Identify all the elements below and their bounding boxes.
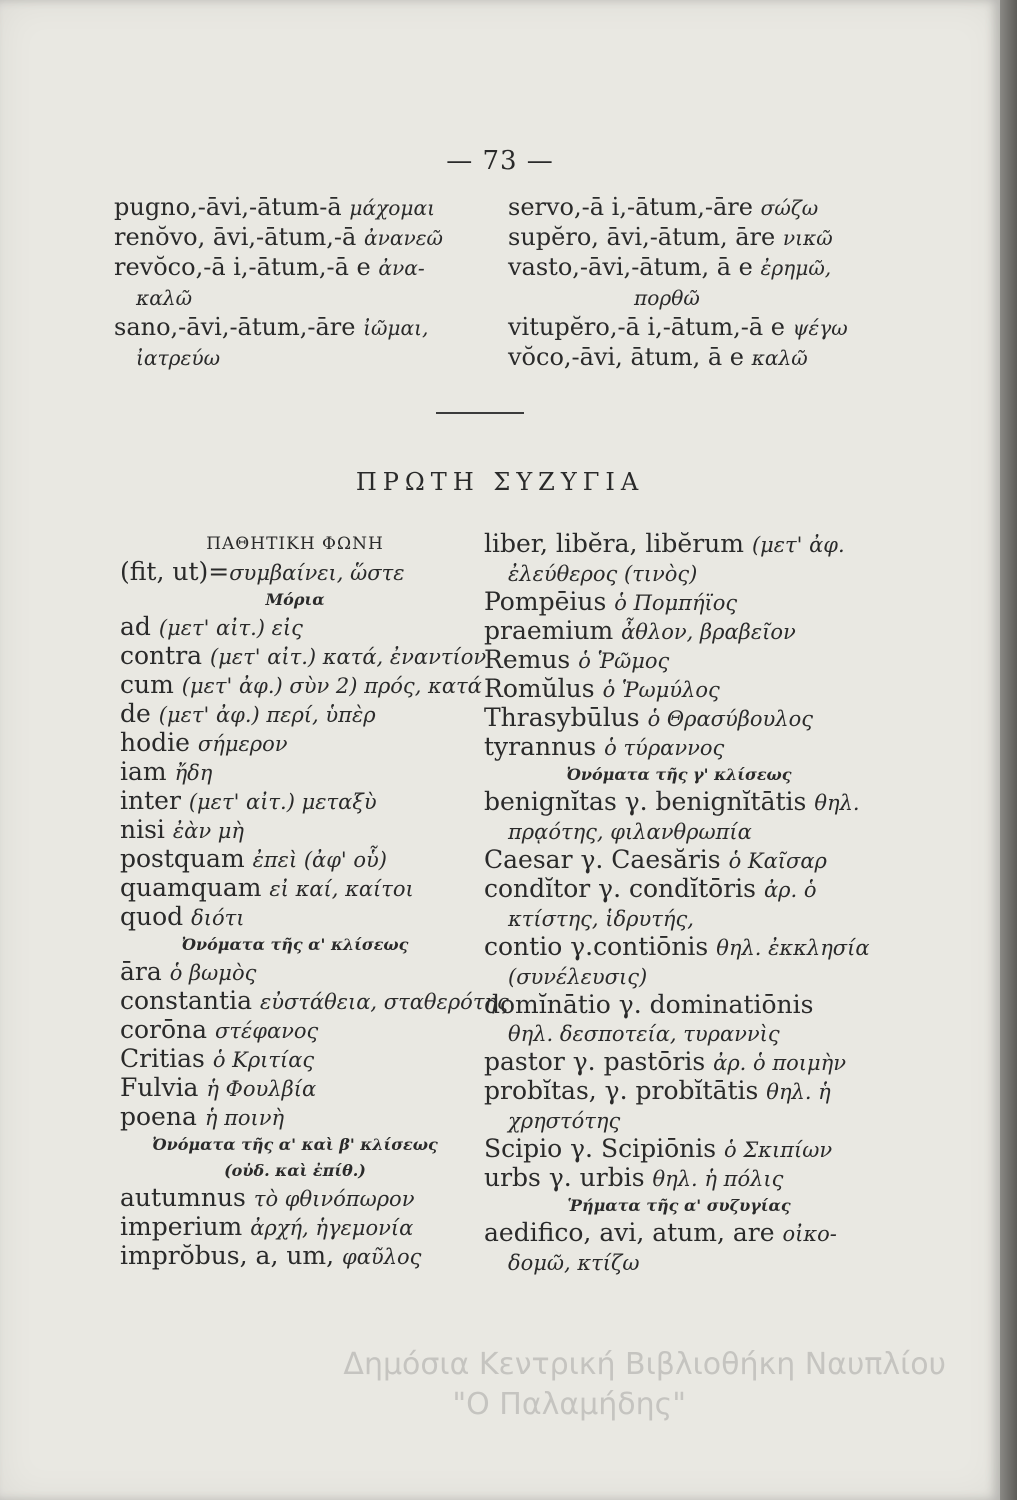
noun-entry-continuation: (συνέλευσις) (508, 965, 648, 989)
vocab-entry: supĕro, āvi,-ātum, āre νικῶ (508, 223, 833, 251)
noun-entry: urbs γ. urbis θηλ. ἡ πόλις (484, 1163, 784, 1192)
noun-entry: corōna στέφανος (120, 1015, 319, 1044)
vocab-entry-continuation: πορθῶ (634, 286, 700, 310)
noun-entry-continuation: ἐλεύθερος (τινὸς) (508, 562, 698, 586)
noun-entry-continuation: χρηστότης (508, 1109, 621, 1133)
noun-entry: constantia εὐστάθεια, σταθερότης (120, 986, 509, 1015)
page-edge-shadow (1000, 0, 1017, 1500)
noun-entry-continuation: κτίστης, ἱδρυτής, (508, 907, 694, 931)
noun-entry: domĭnātio γ. dominatiōnis (484, 990, 814, 1019)
noun-entry: probĭtas, γ. probĭtātis θηλ. ἡ (484, 1076, 831, 1105)
noun-entry: imprŏbus, a, um, φαῦλος (120, 1241, 422, 1270)
particle-entry: hodie σήμερον (120, 728, 288, 757)
particle-entry: nisi ἐὰν μὴ (120, 815, 244, 844)
noun-entry: Thrasybūlus ὁ Θρασύβουλος (484, 703, 814, 732)
particle-entry: quamquam εἰ καί, καίτοι (120, 873, 414, 902)
particle-entry: de (μετ' ἀφ.) περί, ὑπὲρ (120, 699, 376, 728)
noun-entry: autumnus τὸ φθινόπωρον (120, 1183, 415, 1212)
noun-entry: pastor γ. pastōris ἀρ. ὁ ποιμὴν (484, 1047, 847, 1076)
particle-entry: inter (μετ' αἰτ.) μεταξὺ (120, 786, 377, 815)
right-column (484, 530, 874, 1277)
noun-entry: tyrannus ὁ τύραννος (484, 732, 725, 761)
noun-entry: Fulvia ἡ Φουλβία (120, 1073, 317, 1102)
noun-entry: benignĭtas γ. benignĭtātis θηλ. (484, 787, 860, 816)
vocab-entry: revŏco,-ā i,-ātum,-ā e ἀνα- (114, 253, 425, 281)
verb-entry: aedifico, avi, atum, are οἰκο- (484, 1218, 837, 1247)
section-divider (436, 412, 524, 414)
left-column (120, 530, 509, 1271)
particle-entry: iam ἤδη (120, 757, 213, 786)
third-declension-header: Ὀνόματα τῆς γ' κλίσεως (566, 765, 792, 784)
noun-entry: praemium ἆθλον, βραβεῖον (484, 616, 796, 645)
noun-entry: contio γ.contiōnis θηλ. ἐκκλησία (484, 932, 870, 961)
top-left-vocabulary (114, 193, 494, 373)
vocab-entry: vitupĕro,-ā i,-ātum,-ā e ψέγω (508, 313, 848, 341)
library-watermark: Δημόσια Κεντρική Βιβλιοθήκη Ναυπλίου "Ο Παλαμήδης" (343, 1347, 946, 1422)
noun-entry-continuation: πρᾳότης, φιλανθρωπία (508, 820, 752, 844)
page-number: — 73 — (446, 146, 554, 176)
first-conjugation-header: Ῥήματα τῆς α' συζυγίας (567, 1196, 791, 1215)
fit-ut-line: (fit, ut)=συμβαίνει, ὥστε (120, 557, 405, 586)
vocab-entry: sano,-āvi,-ātum,-āre ἰῶμαι, (114, 313, 429, 341)
particle-entry: quod διότι (120, 902, 245, 931)
particle-entry: contra (μετ' αἰτ.) κατά, ἐναντίον (120, 641, 487, 670)
vocab-entry-continuation: ἰατρεύω (136, 346, 221, 370)
vocab-entry: vasto,-āvi,-ātum, ā e ἐρημῶ, (508, 253, 832, 281)
section-title: ΠΡΩΤΗ ΣΥΖΥΓΙΑ (355, 468, 645, 496)
vocab-entry-continuation: καλῶ (136, 286, 193, 310)
noun-entry: Remus ὁ Ῥῶμος (484, 645, 670, 674)
noun-entry: Romŭlus ὁ Ῥωμύλος (484, 674, 720, 703)
first-second-declension-header: Ὀνόματα τῆς α' καὶ β' κλίσεως (152, 1135, 438, 1154)
noun-entry: condĭtor γ. condĭtōris ἀρ. ὁ (484, 874, 817, 903)
vocab-entry: pugno,-āvi,-ātum-ā μάχομαι (114, 193, 436, 221)
noun-entry: poena ἡ ποινὴ (120, 1102, 285, 1131)
vocab-entry: servo,-ā i,-ātum,-āre σώζω (508, 193, 819, 221)
particles-header: Μόρια (265, 590, 325, 609)
vocab-entry: vŏco,-āvi, ātum, ā e καλῶ (508, 343, 808, 371)
noun-entry: liber, libĕra, libĕrum (μετ' ἀφ. (484, 529, 845, 558)
particle-entry: ad (μετ' αἰτ.) εἰς (120, 612, 303, 641)
vocab-entry: renŏvo, āvi,-ātum,-ā ἀνανεῶ (114, 223, 443, 251)
top-right-vocabulary (508, 193, 908, 373)
verb-entry-continuation: δομῶ, κτίζω (508, 1251, 640, 1275)
noun-entry: Pompēius ὁ Πομπήϊος (484, 587, 738, 616)
passive-voice-header: ΠΑΘΗΤΙΚΗ ΦΩΝΗ (206, 534, 384, 554)
noun-entry: āra ὁ βωμὸς (120, 957, 257, 986)
first-declension-header: Ὀνόματα τῆς α' κλίσεως (181, 935, 409, 954)
noun-entry: Critias ὁ Κριτίας (120, 1044, 315, 1073)
noun-entry-continuation: θηλ. δεσποτεία, τυραννὶς (508, 1022, 780, 1046)
noun-entry: Caesar γ. Caesăris ὁ Καῖσαρ (484, 845, 827, 874)
noun-entry: imperium ἀρχή, ἡγεμονία (120, 1212, 414, 1241)
particle-entry: cum (μετ' ἀφ.) σὺν 2) πρός, κατά (120, 670, 482, 699)
first-second-declension-subheader: (οὐδ. καὶ ἐπίθ.) (224, 1161, 366, 1180)
particle-entry: postquam ἐπεὶ (ἀφ' οὗ) (120, 844, 387, 873)
noun-entry: Scipio γ. Scipiōnis ὁ Σκιπίων (484, 1134, 833, 1163)
